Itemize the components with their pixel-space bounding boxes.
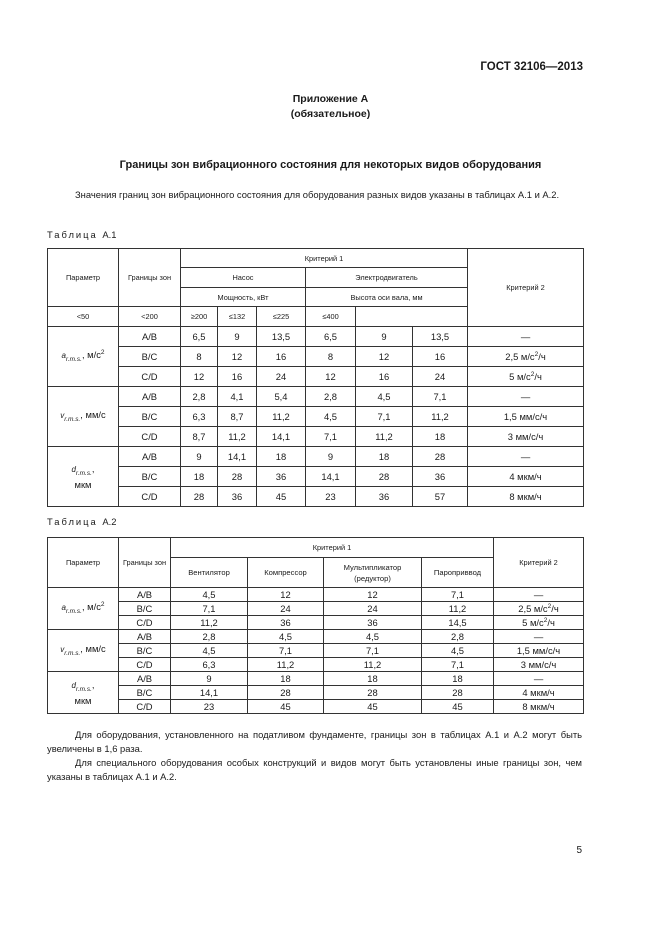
table2-caption-word: Таблица	[47, 516, 98, 527]
note-paragraph-2	[47, 756, 582, 784]
t1-header-zones: Границы зон	[119, 249, 181, 307]
criterion2-text: —	[533, 631, 544, 642]
zone-cell: A/B	[119, 672, 171, 686]
value-cell: 11,2	[422, 602, 494, 616]
criterion2-tail: /ч	[538, 351, 546, 362]
criterion2-tail: /ч	[534, 371, 542, 382]
value-cell: 36	[218, 487, 257, 507]
param-unit-power: 2	[100, 600, 105, 608]
t1-header-crit2: Критерий 2	[468, 249, 584, 327]
value-cell: 12	[306, 367, 356, 387]
value-cell: 2,8	[171, 630, 248, 644]
table1-caption-word: Таблица	[47, 229, 98, 240]
annex-heading	[0, 92, 661, 122]
t2-header-param: Параметр	[48, 538, 119, 588]
value-cell: 24	[248, 602, 324, 616]
intro-paragraph	[47, 188, 582, 202]
t2-equipment-header: Компрессор	[248, 558, 324, 588]
value-cell: 36	[413, 467, 468, 487]
value-cell: 23	[171, 700, 248, 714]
t1-subcol-header: ≤225	[257, 307, 306, 327]
criterion2-cell	[494, 658, 584, 672]
value-cell: 6,3	[181, 407, 218, 427]
param-unit: ,	[91, 679, 95, 691]
zone-cell: C/D	[119, 487, 181, 507]
t1-subcol-header: <200	[119, 307, 181, 327]
value-cell: 23	[306, 487, 356, 507]
note-2-text: Для специального оборудования особых конструкций и видов могут быть установлены иные границы зон, чем указаны в таблицах А.1 и А.2.	[47, 757, 582, 782]
value-cell: 11,2	[248, 658, 324, 672]
zone-cell: B/C	[119, 347, 181, 367]
criterion2-tail: /ч	[551, 603, 559, 614]
t2-header-crit1: Критерий 1	[171, 538, 494, 558]
param-unit: , м/с	[81, 600, 101, 612]
note-paragraph-1	[47, 728, 582, 756]
param-symbol: v	[60, 410, 65, 420]
criterion2-cell	[494, 644, 584, 658]
param-cell	[48, 447, 119, 507]
zone-cell: A/B	[119, 387, 181, 407]
value-cell: 14,1	[218, 447, 257, 467]
param-cell	[48, 672, 119, 714]
criterion2-cell	[494, 630, 584, 644]
criterion2-cell	[494, 588, 584, 602]
criterion2-cell	[494, 672, 584, 686]
param-symbol: a	[61, 350, 66, 360]
value-cell: 11,2	[257, 407, 306, 427]
value-cell: 9	[306, 447, 356, 467]
value-cell: 18	[413, 427, 468, 447]
zone-cell: A/B	[119, 327, 181, 347]
table-row	[48, 588, 584, 602]
criterion2-text: 1,5 мм/с/ч	[516, 645, 561, 656]
page-number: 5	[576, 845, 582, 856]
value-cell: 7,1	[324, 644, 422, 658]
value-cell: 7,1	[306, 427, 356, 447]
value-cell: 7,1	[171, 602, 248, 616]
param-unit-power: 2	[100, 348, 105, 356]
value-cell: 5,4	[257, 387, 306, 407]
criterion2-cell	[468, 387, 584, 407]
value-cell: 13,5	[413, 327, 468, 347]
param-symbol: a	[61, 602, 66, 612]
table-row	[48, 672, 584, 686]
value-cell: 18	[422, 672, 494, 686]
criterion2-tail: /ч	[547, 617, 555, 628]
value-cell: 7,1	[422, 588, 494, 602]
criterion2-power: 2	[547, 602, 552, 610]
criterion2-power: 2	[530, 370, 535, 378]
value-cell: 28	[248, 686, 324, 700]
param-subscript: r.m.s.	[64, 649, 81, 657]
criterion2-cell	[494, 700, 584, 714]
table-row	[48, 616, 584, 630]
param-unit: ,	[91, 463, 95, 475]
criterion2-text: —	[520, 331, 531, 342]
table1-caption-number: А.1	[102, 229, 117, 240]
annex-note: (обязательное)	[290, 108, 371, 120]
table-row	[48, 347, 584, 367]
section-title: Границы зон вибрационного состояния для некоторых видов оборудования	[119, 159, 542, 171]
value-cell: 9	[171, 672, 248, 686]
zone-cell: B/C	[119, 407, 181, 427]
criterion2-cell	[468, 447, 584, 467]
value-cell: 16	[257, 347, 306, 367]
zone-cell: A/B	[119, 630, 171, 644]
value-cell: 16	[218, 367, 257, 387]
criterion2-cell	[494, 616, 584, 630]
value-cell: 24	[413, 367, 468, 387]
zone-cell: C/D	[119, 700, 171, 714]
t2-header-zones: Границы зон	[119, 538, 171, 588]
value-cell: 4,5	[248, 630, 324, 644]
value-cell: 18	[257, 447, 306, 467]
value-cell: 12	[248, 588, 324, 602]
value-cell: 4,5	[356, 387, 413, 407]
criterion2-text: 8 мкм/ч	[509, 491, 542, 502]
criterion2-text: 4 мкм/ч	[509, 471, 542, 482]
table-a1	[47, 248, 584, 507]
zone-cell: C/D	[119, 658, 171, 672]
t2-equipment-header: Вентилятор	[171, 558, 248, 588]
param-symbol: d	[71, 681, 76, 691]
criterion2-text: 5 м/с	[509, 371, 531, 382]
table-row	[48, 686, 584, 700]
value-cell: 18	[324, 672, 422, 686]
param-cell	[48, 387, 119, 447]
zone-cell: B/C	[119, 602, 171, 616]
value-cell: 4,5	[171, 644, 248, 658]
param-symbol: v	[60, 644, 65, 654]
value-cell: 11,2	[171, 616, 248, 630]
table-row	[48, 644, 584, 658]
t1-header-height: Высота оси вала, мм	[306, 288, 468, 307]
criterion2-text: 3 мм/с/ч	[520, 659, 557, 670]
value-cell: 12	[218, 347, 257, 367]
criterion2-text: 5 м/с	[522, 617, 544, 628]
value-cell: 36	[257, 467, 306, 487]
document-code: ГОСТ 32106—2013	[480, 61, 583, 73]
param-cell	[48, 588, 119, 630]
table-row	[48, 387, 584, 407]
table2-caption	[47, 516, 116, 527]
intro-text: Значения границ зон вибрационного состояния для оборудования разных видов указаны в таблицах А.1 и А.2.	[75, 189, 560, 200]
value-cell: 2,8	[306, 387, 356, 407]
param-subscript: r.m.s.	[64, 415, 81, 423]
param-cell	[48, 630, 119, 672]
value-cell: 18	[181, 467, 218, 487]
value-cell: 18	[248, 672, 324, 686]
table-row	[48, 630, 584, 644]
criterion2-cell	[494, 602, 584, 616]
param-subscript: r.m.s.	[75, 685, 92, 693]
value-cell: 7,1	[356, 407, 413, 427]
value-cell: 24	[257, 367, 306, 387]
criterion2-power: 2	[534, 350, 539, 358]
value-cell: 2,8	[181, 387, 218, 407]
criterion2-cell	[468, 347, 584, 367]
value-cell: 11,2	[218, 427, 257, 447]
value-cell: 16	[413, 347, 468, 367]
value-cell: 11,2	[413, 407, 468, 427]
value-cell: 14,1	[171, 686, 248, 700]
value-cell: 28	[356, 467, 413, 487]
value-cell: 7,1	[248, 644, 324, 658]
value-cell: 24	[324, 602, 422, 616]
value-cell: 36	[356, 487, 413, 507]
param-subscript: r.m.s.	[75, 469, 92, 477]
table-row	[48, 467, 584, 487]
param-unit: , мм/с	[80, 642, 106, 654]
t1-subcol-header: ≥200	[181, 307, 218, 327]
zone-cell: C/D	[119, 616, 171, 630]
value-cell: 4,1	[218, 387, 257, 407]
note-1-text: Для оборудования, установленного на податливом фундаменте, границы зон в таблицах А.1 и А.2 могут быть увеличены в 1,6 раза.	[47, 729, 582, 754]
value-cell: 18	[356, 447, 413, 467]
t1-header-pump: Насос	[181, 268, 306, 288]
value-cell: 7,1	[413, 387, 468, 407]
t1-subcol-header: ≤400	[306, 307, 356, 327]
value-cell: 9	[356, 327, 413, 347]
value-cell: 7,1	[422, 658, 494, 672]
value-cell: 45	[248, 700, 324, 714]
value-cell: 8,7	[218, 407, 257, 427]
value-cell: 4,5	[306, 407, 356, 427]
value-cell: 12	[181, 367, 218, 387]
criterion2-text: 1,5 мм/с/ч	[503, 411, 548, 422]
value-cell: 28	[422, 686, 494, 700]
value-cell: 4,5	[324, 630, 422, 644]
t1-subcol-header: ≤132	[218, 307, 257, 327]
value-cell: 28	[324, 686, 422, 700]
param-unit-line2: мкм	[74, 694, 92, 706]
value-cell: 45	[257, 487, 306, 507]
value-cell: 36	[248, 616, 324, 630]
criterion2-text: —	[520, 391, 531, 402]
value-cell: 8,7	[181, 427, 218, 447]
t2-equipment-header: Мультипликатор (редуктор)	[324, 558, 422, 588]
param-unit-line2: мкм	[74, 478, 92, 490]
table-row	[48, 602, 584, 616]
value-cell: 14,1	[306, 467, 356, 487]
param-unit: , м/с	[81, 348, 101, 360]
table-a2	[47, 537, 584, 714]
criterion2-cell	[468, 407, 584, 427]
criterion2-cell	[468, 487, 584, 507]
t1-header-param: Параметр	[48, 249, 119, 307]
table-row	[48, 427, 584, 447]
value-cell: 9	[181, 447, 218, 467]
param-unit: , мм/с	[80, 408, 106, 420]
criterion2-text: 8 мкм/ч	[522, 701, 555, 712]
param-symbol: d	[71, 465, 76, 475]
value-cell: 13,5	[257, 327, 306, 347]
value-cell: 2,8	[422, 630, 494, 644]
value-cell: 6,5	[181, 327, 218, 347]
value-cell: 4,5	[422, 644, 494, 658]
criterion2-cell	[468, 467, 584, 487]
annex-title: Приложение А	[292, 93, 369, 105]
zone-cell: B/C	[119, 686, 171, 700]
criterion2-power: 2	[543, 616, 548, 624]
table-row	[48, 447, 584, 467]
criterion2-cell	[468, 327, 584, 347]
value-cell: 8	[181, 347, 218, 367]
value-cell: 4,5	[171, 588, 248, 602]
value-cell: 14,5	[422, 616, 494, 630]
table-row	[48, 487, 584, 507]
value-cell: 36	[324, 616, 422, 630]
value-cell: 16	[356, 367, 413, 387]
criterion2-text: 2,5 м/с	[505, 351, 535, 362]
table-row	[48, 327, 584, 347]
zone-cell: C/D	[119, 427, 181, 447]
value-cell: 8	[306, 347, 356, 367]
criterion2-text: —	[520, 451, 531, 462]
value-cell: 28	[413, 447, 468, 467]
t1-header-power: Мощность, кВт	[181, 288, 306, 307]
value-cell: 12	[324, 588, 422, 602]
param-cell	[48, 327, 119, 387]
t1-subcol-header: <50	[48, 307, 119, 327]
zone-cell: C/D	[119, 367, 181, 387]
value-cell: 6,3	[171, 658, 248, 672]
criterion2-text: 2,5 м/с	[518, 603, 548, 614]
table-row	[48, 700, 584, 714]
value-cell: 28	[181, 487, 218, 507]
value-cell: 57	[413, 487, 468, 507]
table-row	[48, 367, 584, 387]
table1-caption	[47, 229, 116, 240]
zone-cell: B/C	[119, 644, 171, 658]
value-cell: 45	[324, 700, 422, 714]
zone-cell: A/B	[119, 588, 171, 602]
zone-cell: B/C	[119, 467, 181, 487]
value-cell: 9	[218, 327, 257, 347]
criterion2-text: —	[533, 673, 544, 684]
value-cell: 28	[218, 467, 257, 487]
param-subscript: r.m.s.	[65, 355, 82, 363]
t1-header-crit1: Критерий 1	[181, 249, 468, 268]
criterion2-text: 4 мкм/ч	[522, 687, 555, 698]
table-row	[48, 407, 584, 427]
criterion2-cell	[494, 686, 584, 700]
criterion2-cell	[468, 367, 584, 387]
value-cell: 14,1	[257, 427, 306, 447]
table-row	[48, 658, 584, 672]
t2-header-crit2: Критерий 2	[494, 538, 584, 588]
table2-caption-number: А.2	[102, 516, 117, 527]
criterion2-cell	[468, 427, 584, 447]
t1-header-motor: Электродвигатель	[306, 268, 468, 288]
criterion2-text: —	[533, 589, 544, 600]
zone-cell: A/B	[119, 447, 181, 467]
value-cell: 11,2	[356, 427, 413, 447]
value-cell: 45	[422, 700, 494, 714]
value-cell: 11,2	[324, 658, 422, 672]
param-subscript: r.m.s.	[65, 607, 82, 615]
value-cell: 12	[356, 347, 413, 367]
t2-equipment-header: Пароприввод	[422, 558, 494, 588]
criterion2-text: 3 мм/с/ч	[507, 431, 544, 442]
value-cell: 6,5	[306, 327, 356, 347]
